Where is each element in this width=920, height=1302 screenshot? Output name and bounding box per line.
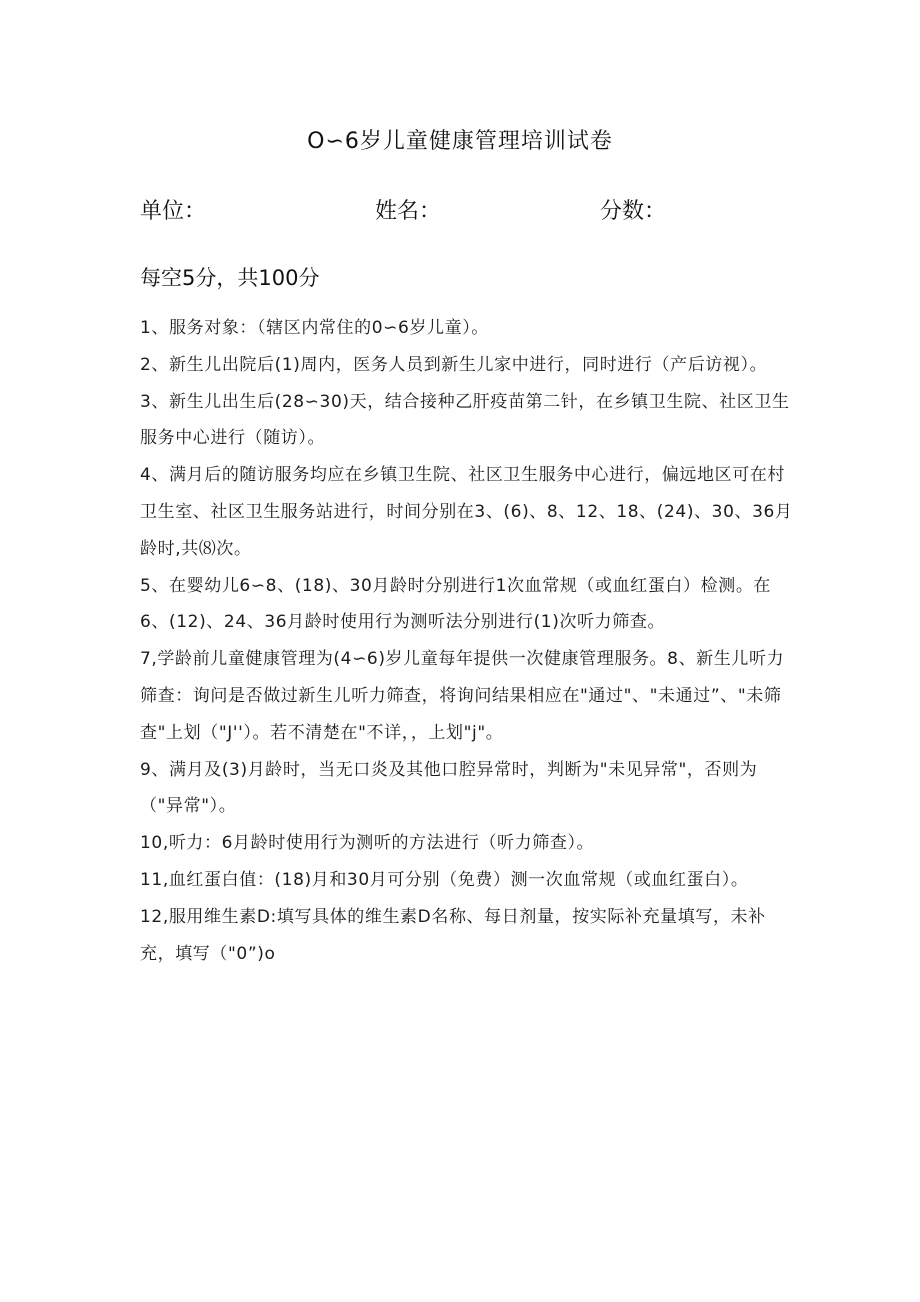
question-item-9: 9、满月及(3)月龄时，当无口炎及其他口腔异常时，判断为"未见异常"，否则为（"异常"）。 bbox=[140, 759, 758, 817]
unit-field-label: 单位： bbox=[140, 199, 207, 224]
score-note: 每空5分，共100分 bbox=[140, 266, 320, 290]
question-item-3: 3、新生儿出生后(28∽30)天，结合接种乙肝疫苗第二针，在乡镇卫生院、社区卫生服务中心进行（随访）。 bbox=[140, 391, 790, 449]
question-item-10: 10,听力：6月龄时使用行为测听的方法进行（听力筛查）。 bbox=[140, 833, 595, 854]
question-item-4: 4、满月后的随访服务均应在乡镇卫生院、社区卫生服务中心进行，偏远地区可在村卫生室、社区卫生服务站进行，时间分别在3、(6)、8、12、18、(24)、30、36月龄时,共⑻次。 bbox=[140, 465, 793, 559]
page-title: O∽6岁儿童健康管理培训试卷 bbox=[307, 129, 613, 154]
question-item-2: 2、新生儿出院后(1)周内，医务人员到新生儿家中进行，同时进行（产后访视）。 bbox=[140, 354, 768, 375]
question-list bbox=[140, 310, 800, 972]
question-item-11: 11,血红蛋白值：(18)月和30月可分别（免费）测一次血常规（或血红蛋白）。 bbox=[140, 869, 749, 890]
question-item-12: 12,服用维生素D:填写具体的维生素D名称、每日剂量，按实际补充量填写，未补充，填写（"0”)o bbox=[140, 906, 766, 964]
question-item-1: 1、服务对象：（辖区内常住的0∽6岁儿童）。 bbox=[140, 318, 489, 338]
question-item-7-8: 7,学龄前儿童健康管理为(4∽6)岁儿童每年提供一次健康管理服务。8、新生儿听力筛查：询问是否做过新生儿听力筛查，将询问结果相应在"通过"、"未通过”、"未筛查"上划（"J''）。若不清楚在"不详，，上划"j"。 bbox=[140, 649, 785, 743]
question-item-5: 5、在婴幼儿6∽8、(18)、30月龄时分别进行1次血常规（或血红蛋白）检测。在6、(12)、24、36月龄时使用行为测听法分别进行(1)次听力筛查。 bbox=[140, 575, 772, 633]
score-field-label: 分数： bbox=[600, 199, 667, 224]
name-field-label: 姓名： bbox=[375, 199, 442, 224]
